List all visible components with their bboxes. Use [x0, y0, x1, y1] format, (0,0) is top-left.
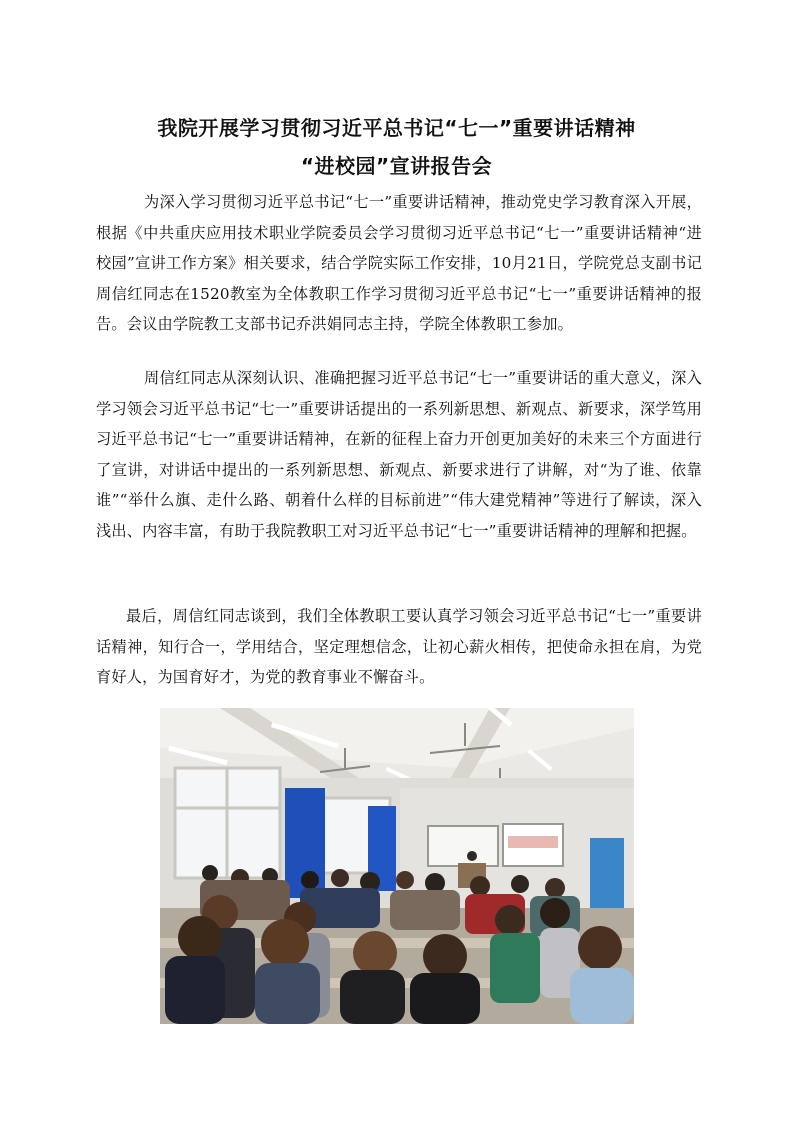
article-title-line-2: “进校园”宣讲报告会	[300, 154, 493, 178]
article-title-line-1: 我院开展学习贯彻习近平总书记“七一”重要讲话精神	[157, 116, 636, 140]
whiteboard	[428, 826, 498, 866]
meeting-photo	[160, 708, 634, 1024]
classroom-illustration	[160, 708, 634, 1024]
paragraph-3: 最后，周信红同志谈到，我们全体教职工要认真学习领会习近平总书记“七一”重要讲话精神，知行合一，学用结合，坚定理想信念，让初心薪火相传，把使命永担在肩，为党育好人，为国育好才，为党的教育事业不懈奋斗。	[96, 607, 702, 687]
paragraph-1: 为深入学习贯彻习近平总书记“七一”重要讲话精神，推动党史学习教育深入开展，根据《中共重庆应用技术职业学院委员会学习贯彻习近平总书记“七一”重要讲话精神“进校园”宣讲工作方案》相关要求，结合学院实际工作安排，10月21日，学院党总支副书记周信红同志在1520教室为全体教职工作学习贯彻习近平总书记“七一”重要讲话精神的报告。会议由学院教工支部书记乔洪娟同志主持，学院全体教职工参加。	[96, 193, 702, 334]
paragraph-2: 周信红同志从深刻认识、准确把握习近平总书记“七一”重要讲话的重大意义，深入学习领会习近平总书记“七一”重要讲话提出的一系列新思想、新观点、新要求，深学笃用习近平总书记“七一”重要讲话精神，在新的征程上奋力开创更加美好的未来三个方面进行了宣讲，对讲话中提出的一系列新思想、新观点、新要求进行了讲解，对“为了谁、依靠谁”“举什么旗、走什么路、朝着什么样的目标前进”“伟大建党精神”等进行了解读，深入浅出、内容丰富，有助于我院教职工对习近平总书记“七一”重要讲话精神的理解和把握。	[96, 369, 702, 540]
speaker	[467, 851, 477, 861]
door	[590, 838, 624, 908]
